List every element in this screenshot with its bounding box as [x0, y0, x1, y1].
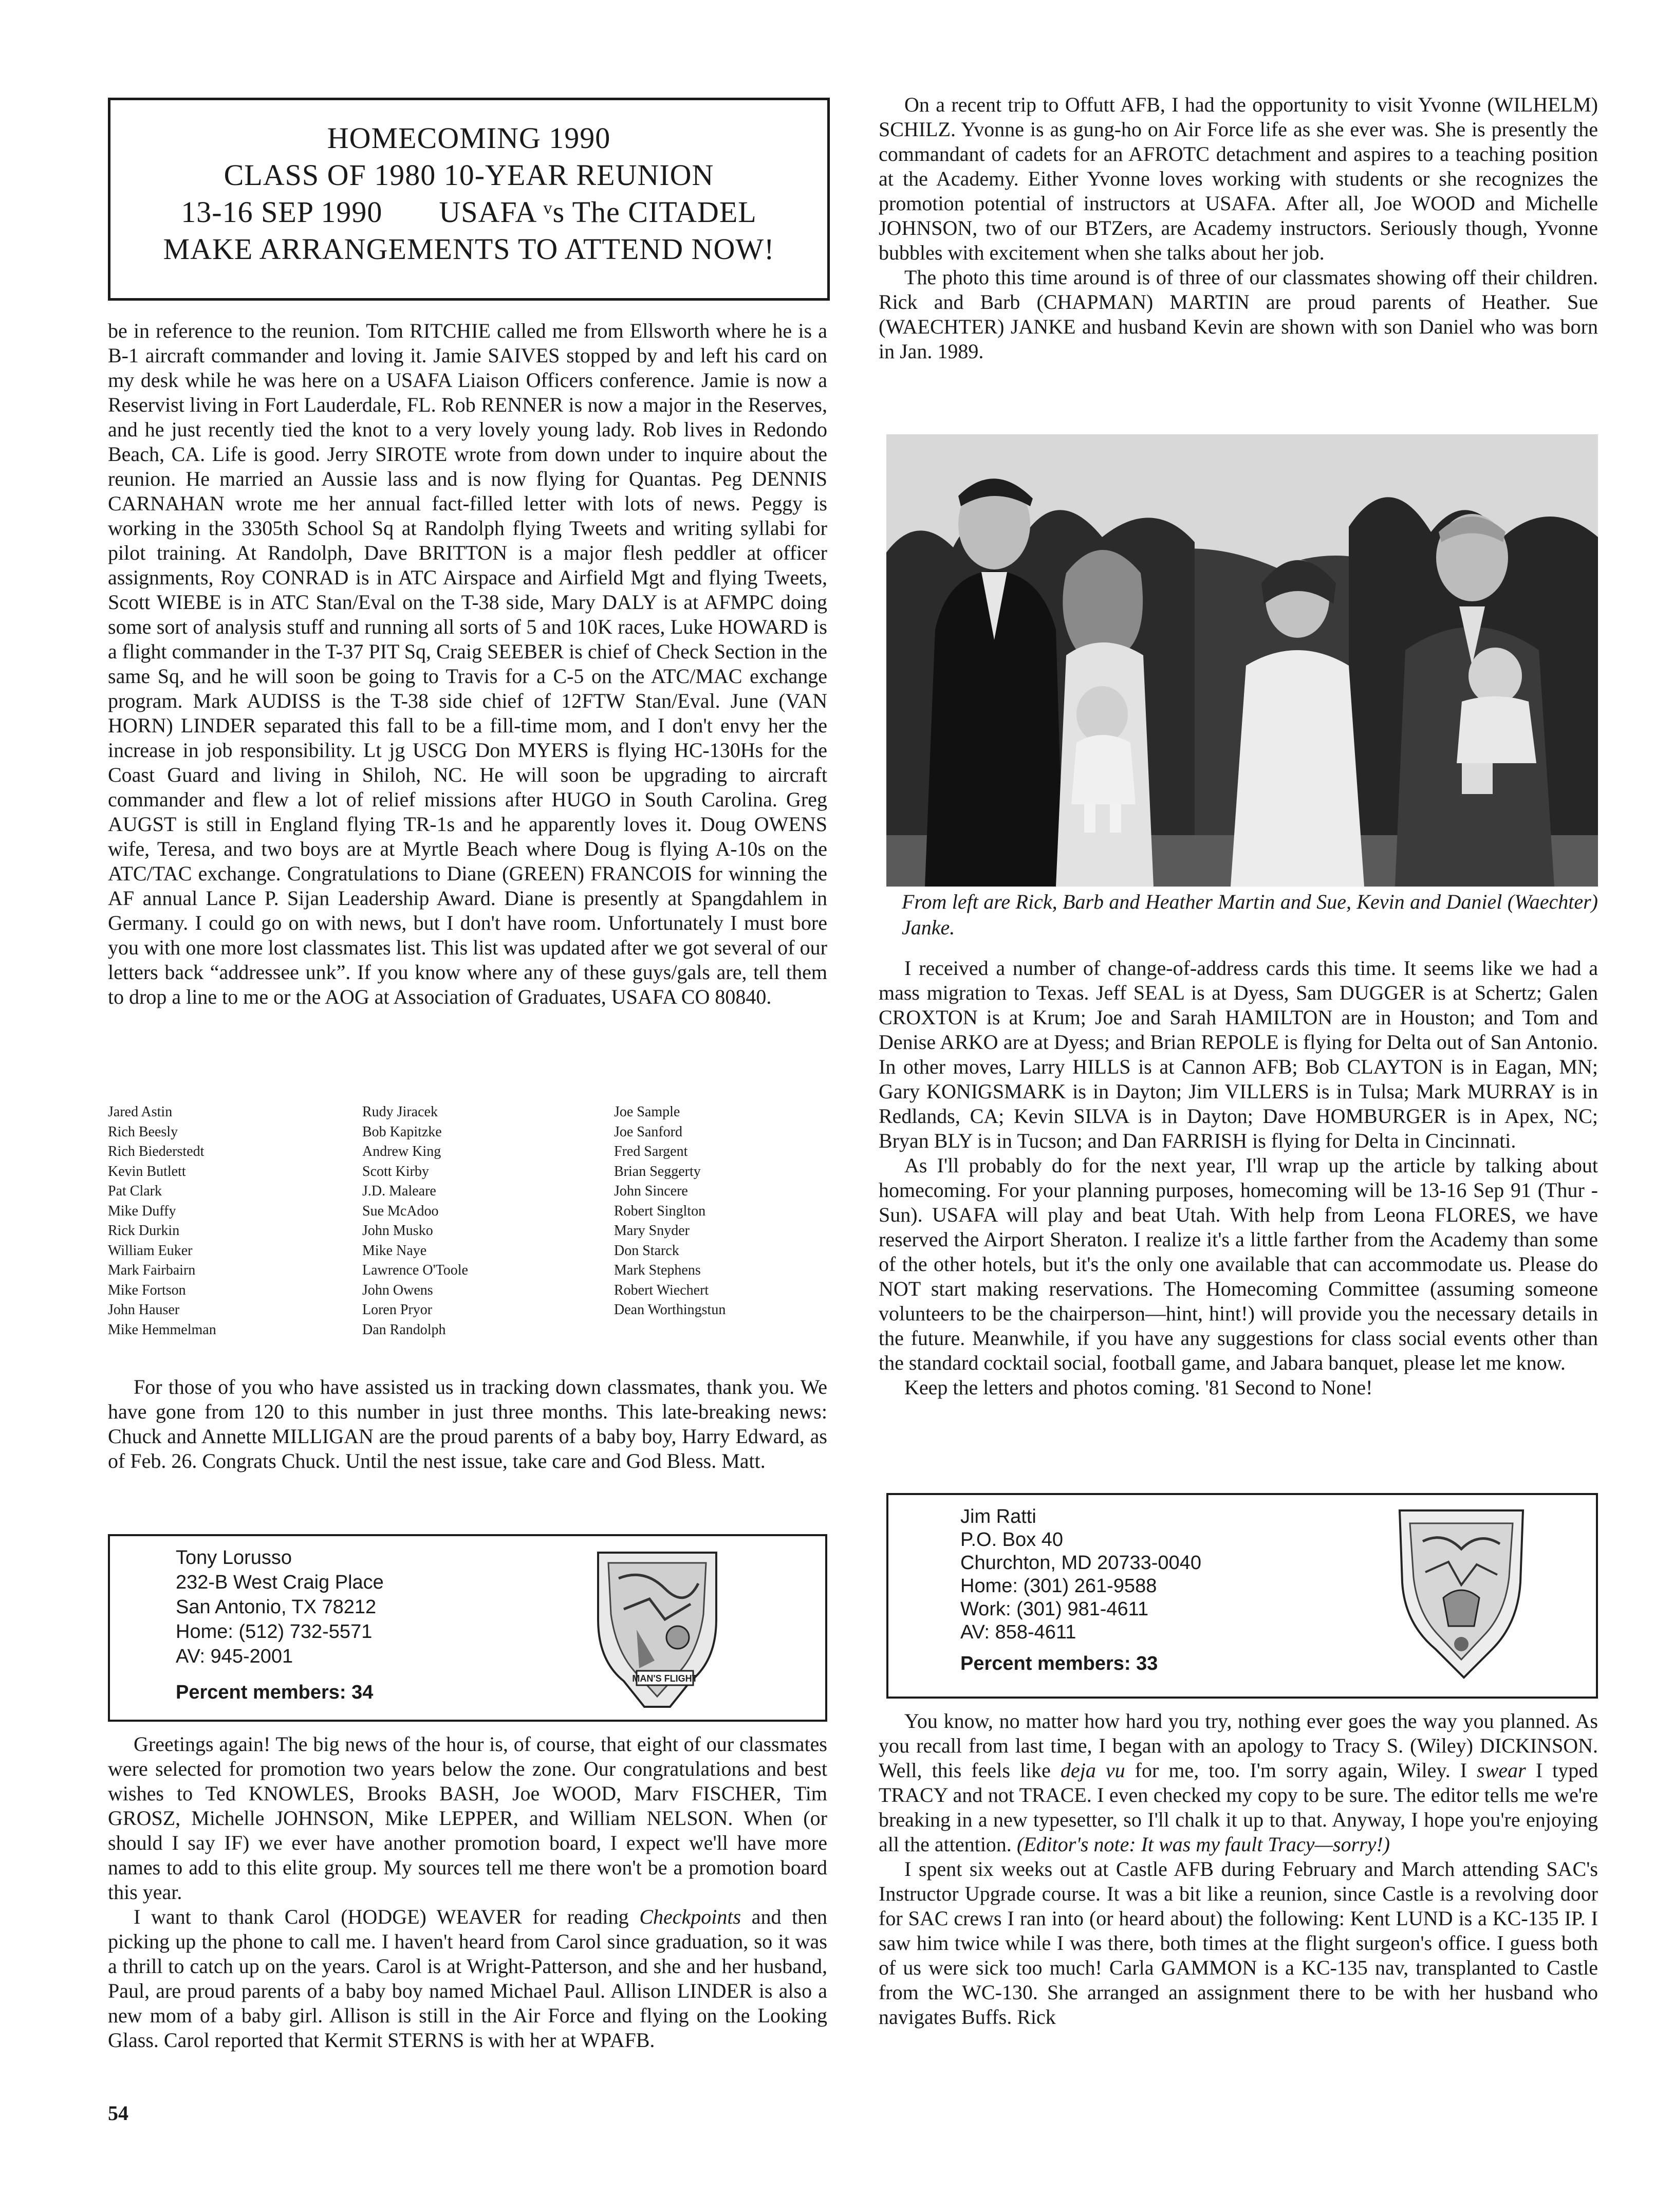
contact-work-phone: Work: (301) 981-4611: [960, 1598, 1149, 1620]
list-item: Joe Sanford: [614, 1123, 682, 1140]
right-mid-paragraph-1: I received a number of change-of-address cards this time. It seems like we had a mass migration to Texas. Jeff SEAL is at Dyess, Sam DUGGER is at Schertz; Galen CROXTON is at Krum; Joe and Sarah HAMILTON are in Houston; and Tom and Denise ARKO are at Dyess; and Brian REPOLE is flying for Delta out of San Antonio. In other moves, Larry HILLS is at Cannon AFB; Bob CLAYTON is in Eagan, MN; Gary KONIGSMARK is in Dayton; Jim VILLERS is in Tulsa; Mark MURRAY is in Redlands, CA; Kevin SILVA is in Dayton; Dave HOMBURGER is in Apex, NC; Bryan BLY is in Tucson; and Dan FARRISH is flying for Delta in Cincinnati.: [879, 956, 1598, 1152]
class-crest-icon: [1392, 1500, 1531, 1685]
list-item: Loren Pryor: [362, 1302, 433, 1318]
list-item: Dean Worthingstun: [614, 1302, 726, 1318]
list-item: Rick Durkin: [108, 1223, 180, 1239]
list-item: Rich Beesly: [108, 1123, 178, 1140]
list-item: Rudy Jiracek: [362, 1104, 438, 1120]
contact-av-phone: AV: 858-4611: [960, 1621, 1076, 1643]
right-top-block: [879, 93, 1598, 364]
list-item: Brian Seggerty: [614, 1163, 701, 1179]
lost-classmates-col-2: [362, 1102, 468, 1340]
right-bottom-paragraph-2: I spent six weeks out at Castle AFB during February and March attending SAC's Instructor Upgrade course. It was a bit like a reunion, since Castle is a revolving door for SAC crews I ran into (or heard about) the following: Kent LUND is a KC-135 IP. I saw him twice while I was there, both times at the flight surgeon's office. I guess both of us were sick too much! Carla GAMMON is a KC-135 nav, transplanted to Castle from the WC-130. She arranged an assignment there to be with her husband who navigates Buffs. Rick: [879, 1857, 1598, 2029]
list-item: Don Starck: [614, 1242, 679, 1259]
left-news-paragraph: be in reference to the reunion. Tom RITCHIE called me from Ellsworth where he is a B-1 aircraft commander and loving it. Jamie SAIVES stopped by and left his card on my desk while he was here on a USAFA Liaison Officers conference. Jamie is now a Reservist living in Fort Lauderdale, FL. Rob RENNER is now a major in the Reserves, and he just recently tied the knot to a very lovely young lady. Rob lives in Redondo Beach, CA. Life is good. Jerry SIROTE wrote from down under to inquire about the reunion. He married an Aussie lass and is now flying for Quantas. Peg DENNIS CARNAHAN wrote me her annual fact-filled letter with lots of news. Peggy is working in the 3305th School Sq at Randolph flying Tweets and writing syllabi for pilot training. At Randolph, Dave BRITTON is a major flesh peddler at officer assignments, Roy CONRAD is in ATC Airspace and Airfield Mgt and flying Tweets, Scott WIEBE is in ATC Stan/Eval on the T-38 side, Mary DALY is at AFMPC doing some sort of analysis stuff and running all sorts of 5 and 10K races, Luke HOWARD is a flight commander in the T-37 PIT Sq, Craig SEEBER is chief of Check Section in the same Sq, and he will soon be going to Travis for a C-5 on the ATC/MAC exchange program. Mark AUDISS is the T-38 side chief of 12FTW Stan/Eval. June (VAN HORN) LINDER separated this fall to be a fill-time mom, and I don't envy her the increase in job responsibility. Lt jg USCG Don MYERS is flying HC-130Hs for the Coast Guard and living in Shiloh, NC. He will soon be upgrading to aircraft commander and flew a lot of relief missions after HUGO in South Carolina. Greg AUGST is still in England flying TR-1s and he apparently loves it. Doug OWENS wife, Teresa, and two boys are at Myrtle Beach where Doug is flying A-10s on the ATC/TAC exchange. Congratulations to Diane (GREEN) FRANCOIS for winning the AF annual Lance P. Sijan Leadership Award. Diane is presently at Spangdahlem in Germany. I could go on with news, but I don't have room. Unfortunately I must bore you with one more lost classmates list. This list was updated after we got several of our letters back “addressee unk”. If you know where any of these guys/gals are, tell them to drop a line to me or the AOG at Association of Graduates, USAFA CO 80840.: [108, 319, 827, 1008]
list-item: Joe Sample: [614, 1104, 680, 1120]
list-item: Jared Astin: [108, 1104, 173, 1120]
contact-street: 232-B West Craig Place: [176, 1572, 384, 1593]
list-item: Fred Sargent: [614, 1144, 688, 1159]
list-item: John Owens: [362, 1282, 433, 1298]
banner-dates: 13-16 SEP 1990: [181, 195, 383, 229]
contact-home-phone: Home: (512) 732-5571: [176, 1621, 373, 1643]
right-contact-box: [886, 1493, 1598, 1699]
contact-pobox: P.O. Box 40: [960, 1529, 1063, 1551]
left-contact-address: [176, 1545, 384, 1705]
list-item: Dan Randolph: [362, 1321, 446, 1338]
list-item: Scott Kirby: [362, 1163, 429, 1179]
list-item: John Sincere: [614, 1183, 688, 1199]
banner-matchup: USAFA ᵛs The CITADEL: [439, 195, 757, 229]
list-item: Mark Stephens: [614, 1262, 701, 1278]
family-photo-image: [886, 434, 1598, 887]
banner-line-3: [110, 194, 827, 231]
right-bottom-block: [879, 1709, 1598, 2030]
list-item: Kevin Butlett: [108, 1163, 186, 1179]
list-item: J.D. Maleare: [362, 1183, 436, 1199]
left-contact-box: [108, 1534, 827, 1722]
right-mid-paragraph-2: As I'll probably do for the next year, I'll wrap up the article by talking about homecoming. For your planning purposes, homecoming will be 13-16 Sep 91 (Thur - Sun). USAFA will play and beat Utah. With help from Leona FLORES, we have reserved the Airport Sheraton. I realize it's a little farther from the Academy than some of the other hotels, but it's the only one available that can accommodate us. Please do NOT start making reservations. The Homecoming Committee (assuming someone volunteers to be the chairperson—hint, hint!) will provide you the necessary details in the future. Meanwhile, if you have any suggestions for class social events other than the standard cocktail social, football game, and Jabara banquet, please let me know.: [879, 1154, 1598, 1374]
percent-members: Percent members: 34: [176, 1682, 374, 1703]
banner-line-1: HOMECOMING 1990: [327, 121, 611, 155]
left-closing-paragraph: For those of you who have assisted us in tracking down classmates, thank you. We have gone from 120 to this number in just three months. This late-breaking news: Chuck and Annette MILLIGAN are the proud parents of a baby boy, Harry Edward, as of Feb. 26. Congrats Chuck. Until the nest issue, take care and God Bless. Matt.: [108, 1375, 827, 1472]
list-item: Mary Snyder: [614, 1223, 690, 1239]
reunion-banner: [108, 98, 830, 301]
list-item: Mike Duffy: [108, 1203, 176, 1219]
contact-av-phone: AV: 945-2001: [176, 1646, 293, 1667]
left-news-block: [108, 319, 827, 1009]
list-item: Mark Fairbairn: [108, 1262, 196, 1278]
contact-home-phone: Home: (301) 261-9588: [960, 1575, 1157, 1597]
right-top-paragraph-2: The photo this time around is of three of our classmates showing off their children. Rick and Barb (CHAPMAN) MARTIN are proud parents of Heather. Sue (WAECHTER) JANKE and husband Kevin are shown with son Daniel who was born in Jan. 1989.: [879, 266, 1598, 363]
page-number: 54: [108, 2102, 128, 2125]
family-photo: [886, 434, 1598, 887]
photo-caption: From left are Rick, Barb and Heather Martin and Sue, Kevin and Daniel (Waechter) Janke.: [902, 890, 1598, 939]
list-item: Robert Wiechert: [614, 1282, 709, 1298]
list-item: Andrew King: [362, 1144, 441, 1159]
percent-members: Percent members: 33: [960, 1653, 1158, 1674]
lost-classmates-col-1: [108, 1102, 216, 1340]
list-item: Robert Singlton: [614, 1203, 706, 1219]
contact-name: Jim Ratti: [960, 1506, 1036, 1527]
right-top-paragraph-1: On a recent trip to Offutt AFB, I had the opportunity to visit Yvonne (WILHELM) SCHILZ. Yvonne is as gung-ho on Air Force life as she ever was. She is presently the commandant of cadets for an AFROTC detachment and aspires to a teaching position at the Academy. Either Yvonne loves working with students or she recognizes the promotion potential of instructors at USAFA. After all, Joe WOOD and Michelle JOHNSON, two of our BTZers, are Academy instructors. Seriously though, Yvonne bubbles with excitement when she talks about her job.: [879, 93, 1598, 264]
right-bottom-paragraph-1: You know, no matter how hard you try, nothing ever goes the way you planned. As you recall from last time, I began with an apology to Tracy S. (Wiley) DICKINSON. Well, this feels like deja vu for me, too. I'm sorry again, Wiley. I swear I typed TRACY and not TRACE. I even checked my copy to be sure. The editor tells me we're breaking in a new typesetter, so I'll chalk it up to that. Anyway, I hope you're enjoying all the attention. (Editor's note: It was my fault Tracy—sorry!): [879, 1709, 1598, 1856]
crest-caption: MAN'S FLIGHT: [632, 1673, 698, 1684]
list-item: Sue McAdoo: [362, 1203, 439, 1219]
list-item: Pat Clark: [108, 1183, 162, 1199]
list-item: William Euker: [108, 1242, 193, 1259]
right-mid-block: [879, 956, 1598, 1400]
contact-name: Tony Lorusso: [176, 1547, 292, 1569]
right-mid-paragraph-3: Keep the letters and photos coming. '81 Second to None!: [904, 1376, 1373, 1399]
list-item: Mike Naye: [362, 1242, 427, 1259]
left-bottom-block: [108, 1732, 827, 2053]
list-item: John Hauser: [108, 1302, 180, 1318]
right-contact-address: [960, 1505, 1201, 1675]
banner-line-2: CLASS OF 1980 10-YEAR REUNION: [224, 158, 714, 192]
left-bottom-paragraph-2: I want to thank Carol (HODGE) WEAVER for reading Checkpoints and then picking up the phone to call me. I haven't heard from Carol since graduation, so it was a thrill to catch up on the years. Carol is at Wright-Patterson, and she and her husband, Paul, are proud parents of a baby boy named Michael Paul. Allison LINDER is also a new mom of a baby girl. Allison is still in the Air Force and flying on the Looking Glass. Carol reported that Kermit STERNS is with her at WPAFB.: [108, 1905, 827, 2052]
lost-classmates-col-3: [614, 1102, 726, 1320]
list-item: Mike Hemmelman: [108, 1321, 216, 1338]
list-item: Mike Fortson: [108, 1282, 186, 1298]
list-item: Lawrence O'Toole: [362, 1262, 468, 1278]
banner-line-4: MAKE ARRANGEMENTS TO ATTEND NOW!: [163, 232, 775, 266]
contact-city: San Antonio, TX 78212: [176, 1596, 377, 1618]
left-closing-block: [108, 1375, 827, 1473]
list-item: John Musko: [362, 1223, 433, 1239]
class-crest-icon: [588, 1542, 727, 1717]
contact-city: Churchton, MD 20733-0040: [960, 1552, 1201, 1574]
list-item: Bob Kapitzke: [362, 1123, 442, 1140]
left-bottom-paragraph-1: Greetings again! The big news of the hour is, of course, that eight of our classmates were selected for promotion two years below the zone. Our congratulations and best wishes to Ted KNOWLES, Brooks BASH, Joe WOOD, Marv FISCHER, Tim GROSZ, Michelle JOHNSON, Mike LEPPER, and William NELSON. When (or should I say IF) we ever have another promotion board, I expect we'll have more names to add to this elite group. My sources tell me there won't be a promotion board this year.: [108, 1732, 827, 1904]
list-item: Rich Biederstedt: [108, 1144, 205, 1159]
